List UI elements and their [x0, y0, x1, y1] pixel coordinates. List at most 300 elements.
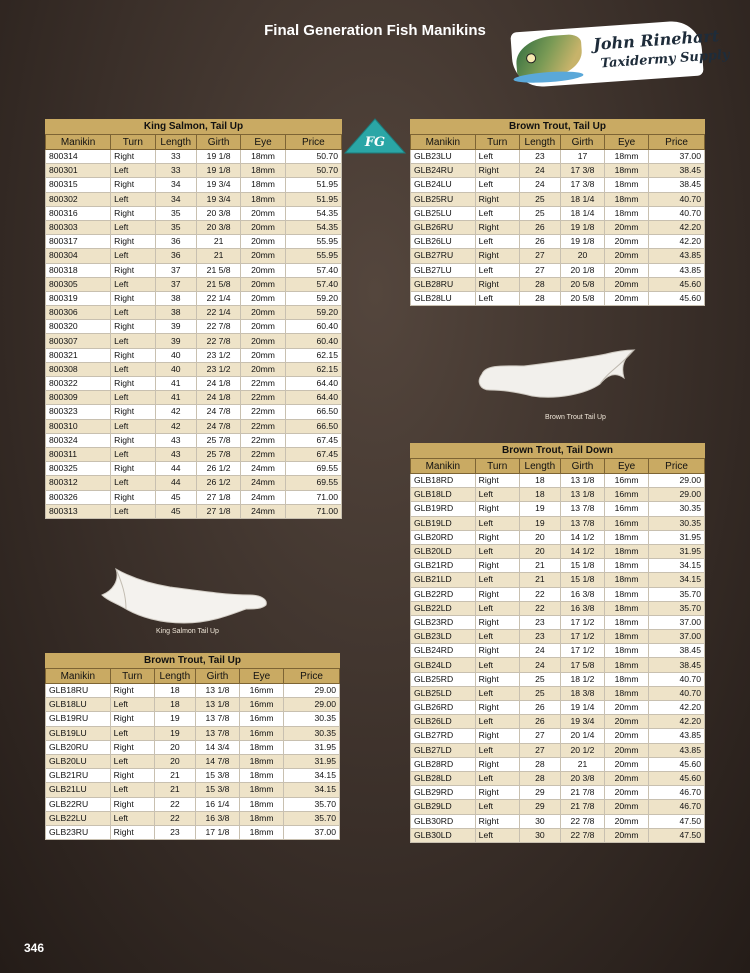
cell-eye: 20mm	[241, 362, 285, 376]
cell-manikin: 800319	[46, 291, 111, 305]
cell-eye: 16mm	[605, 516, 649, 530]
cell-turn: Right	[111, 490, 155, 504]
table-row	[411, 150, 705, 164]
cell-manikin: 800326	[46, 490, 111, 504]
cell-manikin: GLB20LD	[411, 544, 476, 558]
cell-manikin: 800316	[46, 206, 111, 220]
cell-girth: 21 7/8	[560, 786, 604, 800]
king-salmon-table	[45, 119, 342, 519]
cell-turn: Right	[110, 825, 154, 839]
cell-girth: 19 1/8	[560, 235, 604, 249]
cell-price: 31.95	[649, 530, 705, 544]
column-header-manikin: Manikin	[411, 459, 476, 474]
cell-length: 19	[154, 712, 195, 726]
cell-turn: Right	[475, 729, 519, 743]
cell-manikin: 800317	[46, 235, 111, 249]
cell-price: 54.35	[285, 220, 341, 234]
cell-eye: 20mm	[605, 220, 649, 234]
cell-turn: Left	[475, 235, 519, 249]
cell-price: 30.35	[649, 516, 705, 530]
cell-length: 30	[519, 814, 560, 828]
cell-manikin: 800301	[46, 164, 111, 178]
cell-girth: 13 1/8	[560, 488, 604, 502]
cell-turn: Left	[111, 192, 155, 206]
cell-price: 31.95	[649, 544, 705, 558]
cell-girth: 13 1/8	[195, 698, 239, 712]
cell-price: 35.70	[649, 587, 705, 601]
cell-eye: 16mm	[605, 488, 649, 502]
cell-eye: 20mm	[605, 743, 649, 757]
king-salmon-caption: King Salmon Tail Up	[156, 628, 219, 635]
cell-girth: 21 7/8	[560, 800, 604, 814]
cell-girth: 20 3/8	[196, 220, 240, 234]
cell-eye: 18mm	[241, 164, 285, 178]
table-row	[46, 490, 342, 504]
cell-eye: 20mm	[241, 306, 285, 320]
cell-turn: Left	[475, 771, 519, 785]
table-row	[46, 811, 340, 825]
cell-girth: 17 3/8	[560, 178, 604, 192]
cell-manikin: GLB21RD	[411, 559, 476, 573]
cell-eye: 18mm	[605, 615, 649, 629]
logo-subtitle: Taxidermy Supply	[600, 47, 730, 72]
cell-girth: 27 1/8	[196, 504, 240, 518]
cell-turn: Left	[475, 800, 519, 814]
cell-turn: Right	[110, 684, 154, 698]
cell-length: 40	[155, 348, 196, 362]
cell-eye: 18mm	[241, 150, 285, 164]
cell-length: 21	[154, 769, 195, 783]
cell-girth: 20 3/8	[560, 771, 604, 785]
fg-badge-text: FG	[364, 135, 386, 150]
cell-girth: 13 1/8	[560, 474, 604, 488]
cell-turn: Right	[111, 462, 155, 476]
cell-length: 43	[155, 433, 196, 447]
table-title: Brown Trout, Tail Down	[410, 443, 705, 458]
cell-eye: 20mm	[241, 263, 285, 277]
cell-length: 29	[519, 786, 560, 800]
cell-price: 34.15	[649, 573, 705, 587]
cell-turn: Right	[111, 178, 155, 192]
cell-length: 25	[519, 672, 560, 686]
cell-price: 30.35	[284, 712, 340, 726]
cell-turn: Left	[475, 544, 519, 558]
cell-turn: Right	[111, 405, 155, 419]
table-row	[411, 530, 705, 544]
cell-price: 42.20	[649, 715, 705, 729]
cell-eye: 20mm	[241, 249, 285, 263]
column-header-turn: Turn	[110, 669, 154, 684]
cell-manikin: GLB18LD	[411, 488, 476, 502]
cell-turn: Right	[475, 220, 519, 234]
cell-turn: Right	[111, 433, 155, 447]
table-row	[46, 447, 342, 461]
cell-eye: 18mm	[605, 544, 649, 558]
cell-manikin: 800324	[46, 433, 111, 447]
table-row	[46, 377, 342, 391]
table-row	[411, 828, 705, 842]
table-row	[411, 474, 705, 488]
cell-length: 45	[155, 504, 196, 518]
cell-turn: Left	[110, 754, 154, 768]
cell-girth: 22 7/8	[560, 814, 604, 828]
cell-manikin: GLB21LD	[411, 573, 476, 587]
cell-girth: 21	[196, 235, 240, 249]
cell-turn: Right	[475, 249, 519, 263]
cell-eye: 20mm	[605, 771, 649, 785]
cell-eye: 20mm	[241, 320, 285, 334]
cell-price: 43.85	[649, 729, 705, 743]
cell-length: 19	[519, 516, 560, 530]
cell-manikin: GLB24RU	[411, 164, 476, 178]
cell-turn: Left	[475, 630, 519, 644]
table-row	[46, 726, 340, 740]
table-row	[46, 263, 342, 277]
cell-turn: Left	[475, 743, 519, 757]
table-row	[411, 516, 705, 530]
cell-manikin: 800303	[46, 220, 111, 234]
cell-manikin: GLB18LU	[46, 698, 111, 712]
cell-turn: Left	[475, 178, 519, 192]
cell-manikin: GLB22RD	[411, 587, 476, 601]
cell-girth: 13 7/8	[195, 726, 239, 740]
cell-turn: Left	[475, 150, 519, 164]
cell-girth: 16 3/8	[560, 601, 604, 615]
cell-manikin: GLB29LD	[411, 800, 476, 814]
cell-manikin: 800304	[46, 249, 111, 263]
cell-price: 31.95	[284, 754, 340, 768]
cell-length: 28	[519, 771, 560, 785]
cell-price: 35.70	[284, 811, 340, 825]
cell-turn: Left	[111, 391, 155, 405]
table-row	[46, 433, 342, 447]
cell-eye: 20mm	[605, 814, 649, 828]
cell-price: 69.55	[285, 462, 341, 476]
cell-eye: 18mm	[240, 740, 284, 754]
cell-girth: 20 1/8	[560, 263, 604, 277]
cell-girth: 20 1/4	[560, 729, 604, 743]
cell-girth: 15 1/8	[560, 573, 604, 587]
cell-girth: 26 1/2	[196, 476, 240, 490]
cell-manikin: 800305	[46, 277, 111, 291]
cell-turn: Right	[475, 701, 519, 715]
cell-eye: 18mm	[240, 769, 284, 783]
cell-manikin: 800320	[46, 320, 111, 334]
cell-length: 28	[519, 291, 560, 305]
cell-price: 38.45	[649, 644, 705, 658]
company-logo	[510, 19, 730, 88]
cell-manikin: GLB25LD	[411, 686, 476, 700]
cell-girth: 24 1/8	[196, 377, 240, 391]
cell-price: 38.45	[649, 178, 705, 192]
cell-eye: 18mm	[605, 672, 649, 686]
cell-turn: Left	[110, 783, 154, 797]
cell-eye: 18mm	[605, 644, 649, 658]
table-row	[46, 334, 342, 348]
cell-length: 28	[519, 757, 560, 771]
table-row	[411, 488, 705, 502]
cell-price: 64.40	[285, 391, 341, 405]
cell-length: 22	[154, 797, 195, 811]
cell-price: 35.70	[284, 797, 340, 811]
cell-length: 24	[519, 658, 560, 672]
cell-manikin: 800312	[46, 476, 111, 490]
cell-turn: Left	[475, 516, 519, 530]
cell-manikin: GLB28LU	[411, 291, 476, 305]
cell-length: 44	[155, 462, 196, 476]
column-header-price: Price	[285, 135, 341, 150]
cell-girth: 16 3/8	[560, 587, 604, 601]
cell-girth: 18 1/4	[560, 192, 604, 206]
cell-turn: Left	[475, 658, 519, 672]
table-row	[46, 164, 342, 178]
cell-girth: 15 3/8	[195, 769, 239, 783]
cell-eye: 20mm	[605, 828, 649, 842]
table-row	[411, 757, 705, 771]
cell-girth: 19 1/8	[196, 150, 240, 164]
cell-girth: 14 3/4	[195, 740, 239, 754]
cell-turn: Left	[110, 811, 154, 825]
table-row	[411, 786, 705, 800]
table-row	[46, 391, 342, 405]
cell-turn: Left	[475, 828, 519, 842]
cell-girth: 27 1/8	[196, 490, 240, 504]
cell-length: 20	[154, 740, 195, 754]
table-row	[46, 405, 342, 419]
table-row	[411, 658, 705, 672]
cell-manikin: GLB21LU	[46, 783, 111, 797]
cell-manikin: GLB26LD	[411, 715, 476, 729]
table-row	[411, 644, 705, 658]
cell-length: 24	[519, 644, 560, 658]
cell-price: 37.00	[649, 630, 705, 644]
cell-eye: 18mm	[605, 601, 649, 615]
cell-price: 40.70	[649, 192, 705, 206]
cell-eye: 20mm	[241, 235, 285, 249]
table-row	[46, 797, 340, 811]
cell-manikin: GLB25RU	[411, 192, 476, 206]
cell-price: 66.50	[285, 405, 341, 419]
cell-manikin: GLB22RU	[46, 797, 111, 811]
cell-turn: Right	[475, 672, 519, 686]
cell-manikin: GLB27LU	[411, 263, 476, 277]
cell-turn: Right	[475, 786, 519, 800]
cell-length: 27	[519, 729, 560, 743]
cell-eye: 16mm	[240, 712, 284, 726]
cell-eye: 18mm	[240, 754, 284, 768]
cell-turn: Left	[475, 206, 519, 220]
cell-length: 34	[155, 178, 196, 192]
cell-turn: Left	[111, 362, 155, 376]
cell-length: 25	[519, 206, 560, 220]
cell-turn: Left	[111, 220, 155, 234]
cell-price: 42.20	[649, 235, 705, 249]
cell-manikin: GLB28LD	[411, 771, 476, 785]
cell-length: 44	[155, 476, 196, 490]
cell-turn: Right	[111, 348, 155, 362]
cell-turn: Left	[111, 419, 155, 433]
cell-girth: 19 3/4	[196, 192, 240, 206]
cell-price: 40.70	[649, 686, 705, 700]
cell-manikin: GLB27RD	[411, 729, 476, 743]
table-row	[46, 712, 340, 726]
cell-length: 20	[154, 754, 195, 768]
cell-turn: Left	[475, 488, 519, 502]
cell-eye: 22mm	[241, 447, 285, 461]
cell-girth: 15 3/8	[195, 783, 239, 797]
table-row	[411, 263, 705, 277]
cell-turn: Left	[475, 573, 519, 587]
cell-price: 40.70	[649, 672, 705, 686]
cell-length: 35	[155, 220, 196, 234]
cell-manikin: GLB19RU	[46, 712, 111, 726]
cell-turn: Right	[110, 712, 154, 726]
cell-eye: 18mm	[605, 559, 649, 573]
cell-manikin: GLB27RU	[411, 249, 476, 263]
column-header-turn: Turn	[111, 135, 155, 150]
cell-price: 45.60	[649, 771, 705, 785]
cell-manikin: GLB27LD	[411, 743, 476, 757]
table-row	[46, 684, 340, 698]
cell-length: 20	[519, 530, 560, 544]
fg-badge-icon	[344, 118, 406, 154]
cell-manikin: GLB19LD	[411, 516, 476, 530]
cell-length: 21	[519, 559, 560, 573]
cell-price: 29.00	[649, 488, 705, 502]
cell-length: 34	[155, 192, 196, 206]
cell-girth: 24 7/8	[196, 405, 240, 419]
cell-eye: 18mm	[240, 797, 284, 811]
cell-length: 40	[155, 362, 196, 376]
cell-length: 18	[154, 684, 195, 698]
cell-price: 42.20	[649, 220, 705, 234]
cell-girth: 24 7/8	[196, 419, 240, 433]
cell-manikin: 800308	[46, 362, 111, 376]
cell-length: 39	[155, 320, 196, 334]
cell-length: 33	[155, 164, 196, 178]
cell-turn: Left	[111, 249, 155, 263]
cell-price: 71.00	[285, 490, 341, 504]
table-row	[46, 504, 342, 518]
cell-price: 37.00	[649, 150, 705, 164]
cell-manikin: GLB30LD	[411, 828, 476, 842]
column-header-girth: Girth	[195, 669, 239, 684]
table-row	[46, 348, 342, 362]
cell-price: 43.85	[649, 743, 705, 757]
cell-length: 23	[519, 150, 560, 164]
cell-turn: Left	[110, 698, 154, 712]
cell-price: 29.00	[284, 698, 340, 712]
cell-length: 35	[155, 206, 196, 220]
cell-eye: 18mm	[240, 811, 284, 825]
table-row	[411, 715, 705, 729]
cell-girth: 14 1/2	[560, 544, 604, 558]
cell-turn: Right	[110, 797, 154, 811]
table-row	[411, 729, 705, 743]
cell-length: 18	[519, 474, 560, 488]
cell-turn: Right	[475, 757, 519, 771]
cell-eye: 20mm	[241, 277, 285, 291]
cell-eye: 20mm	[605, 715, 649, 729]
cell-price: 50.70	[285, 150, 341, 164]
cell-eye: 20mm	[605, 277, 649, 291]
cell-turn: Left	[110, 726, 154, 740]
cell-eye: 20mm	[241, 334, 285, 348]
cell-price: 54.35	[285, 206, 341, 220]
cell-girth: 15 1/8	[560, 559, 604, 573]
cell-length: 30	[519, 828, 560, 842]
column-header-girth: Girth	[560, 135, 604, 150]
cell-price: 38.45	[649, 658, 705, 672]
table-row	[411, 164, 705, 178]
cell-turn: Right	[111, 291, 155, 305]
cell-price: 42.20	[649, 701, 705, 715]
cell-manikin: GLB24LD	[411, 658, 476, 672]
cell-length: 24	[519, 164, 560, 178]
cell-turn: Left	[111, 277, 155, 291]
cell-price: 67.45	[285, 447, 341, 461]
cell-eye: 18mm	[605, 178, 649, 192]
page-title: Final Generation Fish Manikins	[264, 22, 486, 39]
cell-manikin: GLB19RD	[411, 502, 476, 516]
cell-manikin: GLB29RD	[411, 786, 476, 800]
table-title: King Salmon, Tail Up	[45, 119, 342, 134]
cell-length: 18	[154, 698, 195, 712]
cell-eye: 20mm	[605, 729, 649, 743]
cell-turn: Right	[111, 263, 155, 277]
cell-length: 27	[519, 743, 560, 757]
cell-turn: Right	[475, 814, 519, 828]
cell-price: 60.40	[285, 334, 341, 348]
column-header-eye: Eye	[240, 669, 284, 684]
cell-girth: 23 1/2	[196, 362, 240, 376]
cell-price: 67.45	[285, 433, 341, 447]
cell-girth: 17 1/2	[560, 615, 604, 629]
cell-price: 55.95	[285, 249, 341, 263]
cell-girth: 21	[196, 249, 240, 263]
cell-turn: Right	[475, 644, 519, 658]
cell-girth: 20 1/2	[560, 743, 604, 757]
table-row	[46, 235, 342, 249]
cell-turn: Left	[475, 686, 519, 700]
table-row	[46, 740, 340, 754]
cell-eye: 24mm	[241, 490, 285, 504]
table-row	[411, 771, 705, 785]
cell-eye: 20mm	[605, 291, 649, 305]
cell-manikin: GLB26LU	[411, 235, 476, 249]
cell-eye: 20mm	[241, 206, 285, 220]
column-header-girth: Girth	[196, 135, 240, 150]
cell-length: 23	[519, 615, 560, 629]
cell-manikin: GLB20LU	[46, 754, 111, 768]
cell-turn: Left	[111, 164, 155, 178]
cell-length: 26	[519, 235, 560, 249]
cell-price: 57.40	[285, 263, 341, 277]
cell-price: 71.00	[285, 504, 341, 518]
cell-length: 45	[155, 490, 196, 504]
cell-girth: 21 5/8	[196, 277, 240, 291]
cell-turn: Right	[475, 277, 519, 291]
logo-name: John Rinehart	[592, 26, 720, 54]
cell-price: 46.70	[649, 786, 705, 800]
column-header-girth: Girth	[560, 459, 604, 474]
cell-eye: 16mm	[605, 474, 649, 488]
cell-girth: 19 3/4	[560, 715, 604, 729]
table-row	[46, 206, 342, 220]
table-row	[46, 291, 342, 305]
column-header-manikin: Manikin	[411, 135, 476, 150]
cell-girth: 14 7/8	[195, 754, 239, 768]
